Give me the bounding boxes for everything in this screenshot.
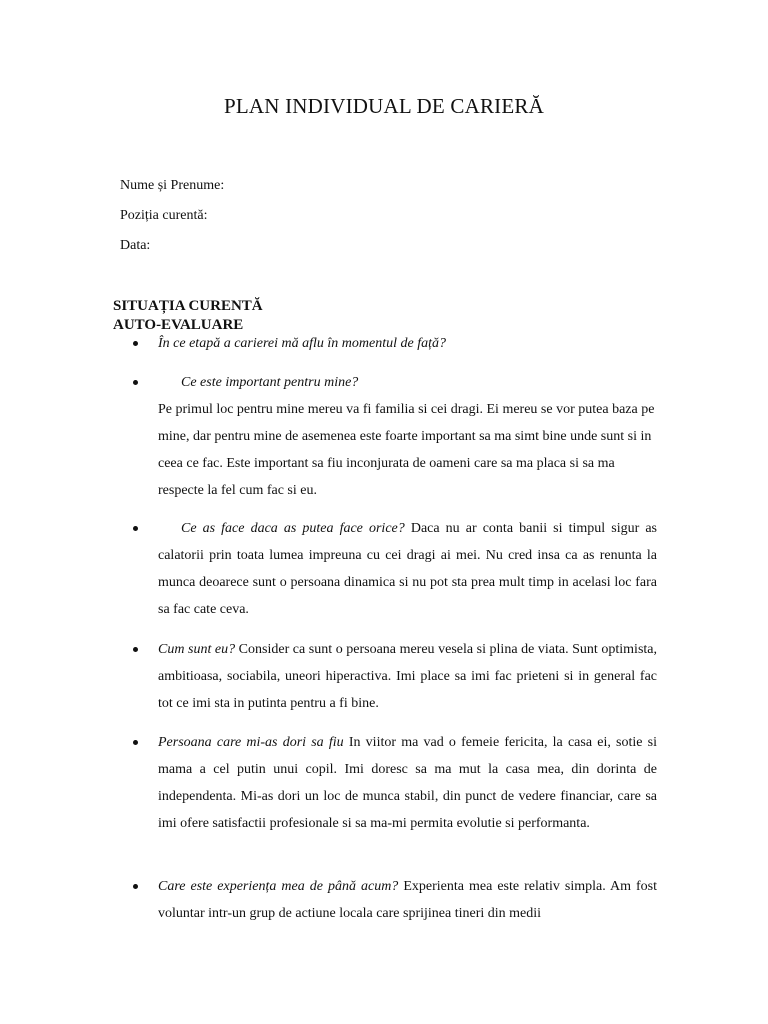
bullet-icon xyxy=(133,647,138,652)
list-item-body xyxy=(158,369,657,396)
list-item-body xyxy=(158,873,657,927)
position-field-label: Poziția curentă: xyxy=(120,208,208,223)
question-text: Ce este important pentru mine? xyxy=(181,375,359,390)
list-item-body xyxy=(158,729,657,837)
list-item-career-stage xyxy=(133,330,657,357)
document-title: PLAN INDIVIDUAL DE CARIERĂ xyxy=(224,94,544,118)
list-item-body xyxy=(158,636,657,717)
answer-text: Consider ca sunt o persoana mereu vesela si plina de viata. Sunt optimista, ambitioasa, sociabila, uneori hiperactiva. Imi place sa imi fac prieteni si in general fac tot ce imi sta in putinta pentru a fi bine. xyxy=(158,642,657,711)
bullet-icon xyxy=(133,341,138,346)
name-field-label: Nume și Prenume: xyxy=(120,178,225,193)
list-item-important xyxy=(133,369,657,396)
list-item-body xyxy=(133,515,657,623)
current-situation-heading: SITUAȚIA CURENTĂ xyxy=(113,298,263,314)
important-answer-paragraph: Pe primul loc pentru mine mereu va fi familia si cei dragi. Ei mereu se vor putea baza pe mine, dar pentru mine de asemenea este foarte important sa ma simt bine unde sunt si in ceea ce fac. Este important sa fiu inconjurata de oameni care sa ma placa si sa ma respecte la fel cum fac si eu. xyxy=(158,402,655,498)
date-field-label: Data: xyxy=(120,238,151,253)
question-text: Cum sunt eu? xyxy=(158,642,236,657)
question-text: Care este experiența mea de până acum? xyxy=(158,879,399,894)
list-item-how-am-i xyxy=(133,636,657,717)
answer-text: In viitor ma vad o femeie fericita, la casa ei, sotie si mama a cel putin unui copil. Imi doresc sa ma mut la casa mea, din dorinta de independenta. Mi-as dori un loc de munca stabil, din punct de vedere financiar, care sa imi ofere satisfactii profesionale si sa ma-mi permita evolutie si performanta. xyxy=(158,735,657,831)
question-text: Ce as face daca as putea face orice? xyxy=(181,521,405,536)
self-evaluation-heading: AUTO-EVALUARE xyxy=(113,317,244,333)
question-text: În ce etapă a carierei mă aflu în momentul de față? xyxy=(158,336,446,351)
list-item-anything xyxy=(133,515,657,623)
bullet-icon xyxy=(133,740,138,745)
bullet-icon xyxy=(133,380,138,385)
list-item-body xyxy=(158,330,657,357)
answer-text: Daca nu ar conta banii si timpul sigur as calatorii prin toata lumea impreuna cu cei dragi ai mei. Nu cred insa ca as renunta la munca deoarece sunt o persoana dinamica si nu pot sta prea mult timp in acelasi loc fara sa fac cate ceva. xyxy=(158,521,657,617)
question-text: Persoana care mi-as dori sa fiu xyxy=(158,735,344,750)
bullet-icon xyxy=(133,526,138,531)
bullet-icon xyxy=(133,884,138,889)
list-item-desired-person xyxy=(133,729,657,837)
answer-text: Experienta mea este relativ simpla. Am fost voluntar intr-un grup de actiune locala care sprijinea tineri din medii xyxy=(158,879,657,921)
list-item-experience xyxy=(133,873,657,927)
